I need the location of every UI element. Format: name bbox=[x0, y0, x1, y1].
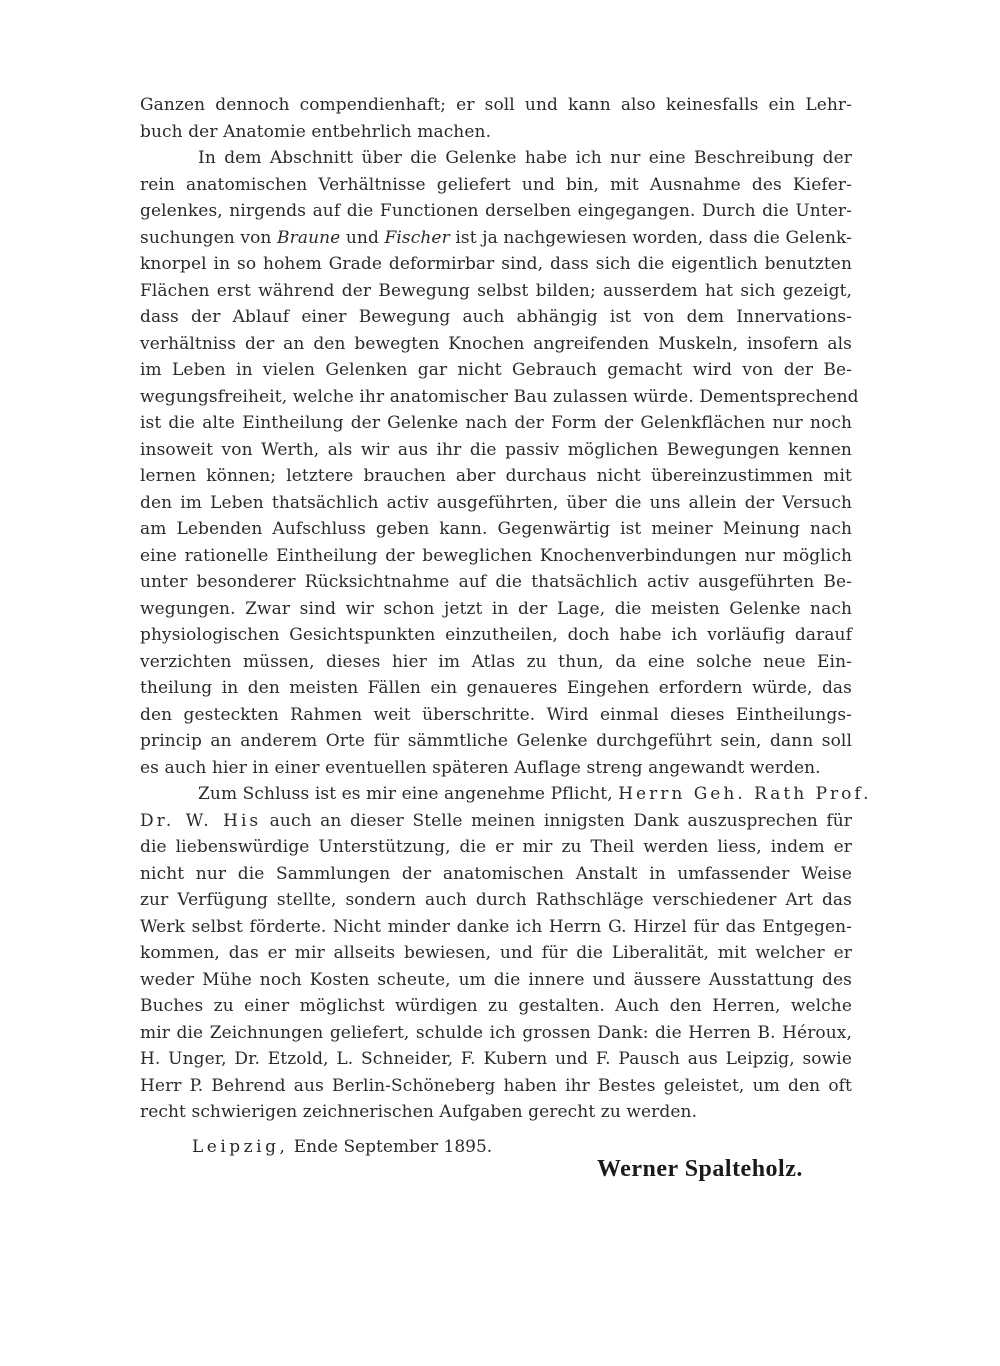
text-run: Zum Schluss ist es mir eine angenehme Pflicht, bbox=[198, 784, 619, 804]
text-line: nicht nur die Sammlungen der anatomischen Anstalt in umfassender Weise bbox=[140, 863, 852, 884]
cited-author-name: Braune bbox=[277, 227, 341, 248]
text-line: wegungen. Zwar sind wir schon jetzt in der Lage, die meisten Gelenke nach bbox=[140, 598, 852, 619]
text-line: verhältniss der an den bewegten Knochen angreifenden Muskeln, insofern als bbox=[140, 333, 852, 354]
text-line: ist die alte Eintheilung der Gelenke nach der Form der Gelenkflächen nur noch bbox=[140, 413, 852, 433]
text-line: knorpel in so hohem Grade deformirbar sind, dass sich die eigentlich benutzten bbox=[140, 254, 852, 274]
text-line: Buches zu einer möglichst würdigen zu gestalten. Auch den Herren, welche bbox=[140, 996, 852, 1016]
text-line: Ganzen dennoch compendienhaft; er soll und kann also keinesfalls ein Lehr- bbox=[140, 95, 852, 115]
place-date-line bbox=[192, 1137, 492, 1157]
text-line: zur Verfügung stellte, sondern auch durch Rathschläge verschiedener Art das bbox=[140, 890, 852, 910]
text-line: In dem Abschnitt über die Gelenke habe ich nur eine Beschreibung der bbox=[198, 148, 852, 168]
text-line: rein anatomischen Verhältnisse geliefert und bin, mit Ausnahme des Kiefer- bbox=[140, 174, 852, 195]
text-line bbox=[140, 781, 872, 808]
text-line: lernen können; letztere brauchen aber durchaus nicht übereinzustimmen mit bbox=[140, 466, 852, 486]
cited-author-name: Fischer bbox=[384, 227, 450, 248]
text-line: eine rationelle Eintheilung der beweglichen Knochenverbindungen nur möglich bbox=[140, 545, 852, 566]
text-line: im Leben in vielen Gelenken gar nicht Gebrauch gemacht wird von der Be- bbox=[140, 360, 852, 380]
text-line: am Lebenden Aufschluss geben kann. Gegenwärtig ist meiner Meinung nach bbox=[140, 519, 852, 539]
honorific-text: Herrn Geh. Rath Prof. bbox=[618, 784, 872, 804]
text-line: mir die Zeichnungen geliefert, schulde ich grossen Dank: die Herren B. Héroux, bbox=[140, 1022, 852, 1043]
text-line: es auch hier in einer eventuellen späteren Auflage streng angewandt werden. bbox=[140, 757, 821, 778]
text-run: auch an dieser Stelle meinen innigsten Dank auszusprechen für bbox=[261, 810, 852, 831]
text-line: insoweit von Werth, als wir aus ihr die passiv möglichen Bewegungen kennen bbox=[140, 439, 852, 460]
text-line: den im Leben thatsächlich activ ausgeführten, über die uns allein der Versuch bbox=[140, 492, 852, 513]
text-line: Werk selbst förderte. Nicht minder danke ich Herrn G. Hirzel für das Entgegen- bbox=[140, 916, 852, 937]
text-line: H. Unger, Dr. Etzold, L. Schneider, F. Kubern und F. Pausch aus Leipzig, sowie bbox=[140, 1049, 852, 1069]
text-line: princip an anderem Orte für sämmtliche Gelenke durchgeführt sein, dann soll bbox=[140, 731, 852, 751]
text-line-with-names: suchungen von Braune und Fischer ist ja nachgewiesen worden, dass die Gelenk- bbox=[140, 227, 852, 248]
text-line: verzichten müssen, dieses hier im Atlas zu thun, da eine solche neue Ein- bbox=[140, 651, 852, 672]
text-line: weder Mühe noch Kosten scheute, um die innere und äussere Ausstattung des bbox=[140, 969, 852, 990]
text-line: unter besonderer Rücksichtnahme auf die thatsächlich activ ausgeführten Be- bbox=[140, 572, 852, 592]
text-line: kommen, das er mir allseits bewiesen, und für die Liberalität, mit welcher er bbox=[140, 943, 852, 963]
text-line bbox=[140, 808, 852, 835]
text-line: Herr P. Behrend aus Berlin-Schöneberg haben ihr Bestes geleistet, um den oft bbox=[140, 1075, 852, 1096]
date-text: Ende September 1895. bbox=[288, 1137, 493, 1157]
text-line: recht schwierigen zeichnerischen Aufgaben gerecht zu werden. bbox=[140, 1102, 698, 1122]
preface-text bbox=[140, 92, 872, 1126]
text-line: den gesteckten Rahmen weit überschritte. Wird einmal dieses Eintheilungs- bbox=[140, 704, 852, 725]
place-name: Leipzig, bbox=[192, 1137, 289, 1157]
person-name: Dr. W. His bbox=[140, 810, 262, 831]
text-line: buch der Anatomie entbehrlich machen. bbox=[140, 121, 492, 142]
text-line: theilung in den meisten Fällen ein genaueres Eingehen erfordern würde, das bbox=[140, 678, 852, 698]
text-line: die liebenswürdige Unterstützung, die er mir zu Theil werden liess, indem er bbox=[140, 837, 852, 857]
text-line: wegungsfreiheit, welche ihr anatomischer Bau zulassen würde. Dementsprechend bbox=[140, 386, 859, 407]
text-line: dass der Ablauf einer Bewegung auch abhängig ist von dem Innervations- bbox=[140, 307, 852, 327]
text-line: physiologischen Gesichtspunkten einzutheilen, doch habe ich vorläufig darauf bbox=[140, 625, 852, 645]
author-signature: Werner Spalteholz. bbox=[597, 1156, 803, 1182]
text-line: Flächen erst während der Bewegung selbst bilden; ausserdem hat sich gezeigt, bbox=[140, 280, 852, 301]
text-line: gelenkes, nirgends auf die Functionen derselben eingegangen. Durch die Unter- bbox=[140, 201, 852, 221]
